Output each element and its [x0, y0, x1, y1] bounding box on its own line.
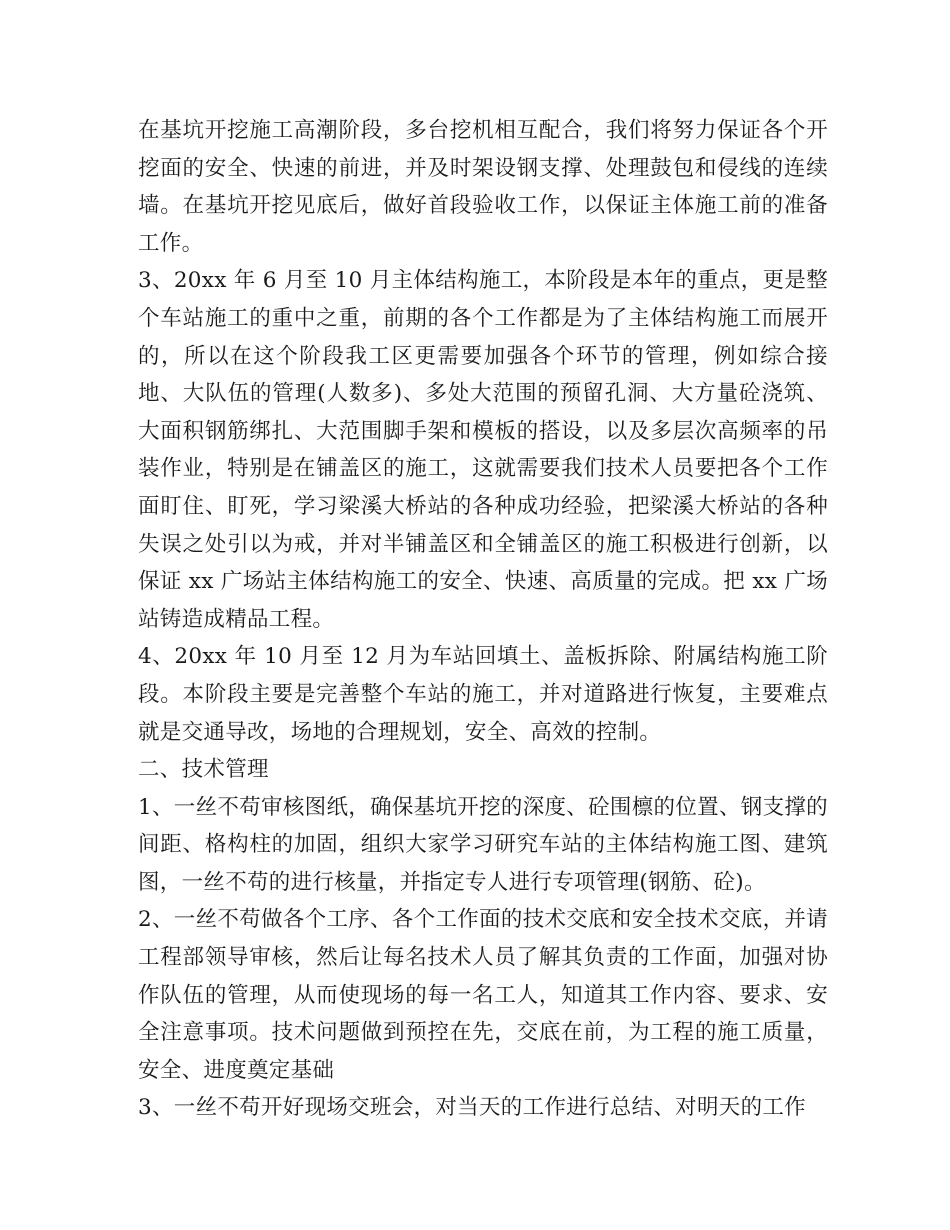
paragraph-backfill-stage: 4、20xx 年 10 月至 12 月为车站回填土、盖板拆除、附属结构施工阶段。本阶段主要是完善整个车站的施工，并对道路进行恢复，主要难点就是交通导改，场地的合理规划，安全、高效的控制。 — [138, 644, 828, 745]
paragraph-excavation-peak: 在基坑开挖施工高潮阶段，多台挖机相互配合，我们将努力保证各个开挖面的安全、快速的前进，并及时架设钢支撑、处理鼓包和侵线的连续墙。在基坑开挖见底后，做好首段验收工作，以保证主体施工前的准备工作。 — [138, 118, 828, 256]
paragraph-main-structure: 3、20xx 年 6 月至 10 月主体结构施工，本阶段是本年的重点，更是整个车站施工的重中之重，前期的各个工作都是为了主体结构施工而展开的，所以在这个阶段我工区更需要加强各个环节的管理，例如综合接地、大队伍的管理(人数多)、多处大范围的预留孔洞、大方量砼浇筑、大面积钢筋绑扎、大范围脚手架和模板的搭设，以及多层次高频率的吊装作业，特别是在铺盖区的施工，这就需要我们技术人员要把各个工作面盯住、盯死，学习梁溪大桥站的各种成功经验，把梁溪大桥站的各种失误之处引以为戒，并对半铺盖区和全铺盖区的施工积极进行创新，以保证 xx 广场站主体结构施工的安全、快速、高质量的完成。把 xx 广场站铸造成精品工程。 — [138, 268, 828, 632]
section-heading-technical-management: 二、技术管理 — [138, 757, 269, 783]
document-body — [138, 112, 828, 1127]
paragraph-technical-briefing: 2、一丝不苟做各个工序、各个工作面的技术交底和安全技术交底，并请工程部领导审核，然后让每名技术人员了解其负责的工作面，加强对协作队伍的管理，从而使现场的每一名工人，知道其工作内容、要求、安全注意事项。技术问题做到预控在先，交底在前，为工程的施工质量，安全、进度奠定基础 — [138, 907, 828, 1083]
paragraph-drawing-review: 1、一丝不苟审核图纸，确保基坑开挖的深度、砼围檩的位置、钢支撑的间距、格构柱的加固，组织大家学习研究车站的主体结构施工图、建筑图，一丝不苟的进行核量，并指定专人进行专项管理(钢筋、砼)。 — [138, 794, 828, 895]
paragraph-shift-meeting: 3、一丝不苟开好现场交班会，对当天的工作进行总结、对明天的工作 — [138, 1095, 806, 1121]
